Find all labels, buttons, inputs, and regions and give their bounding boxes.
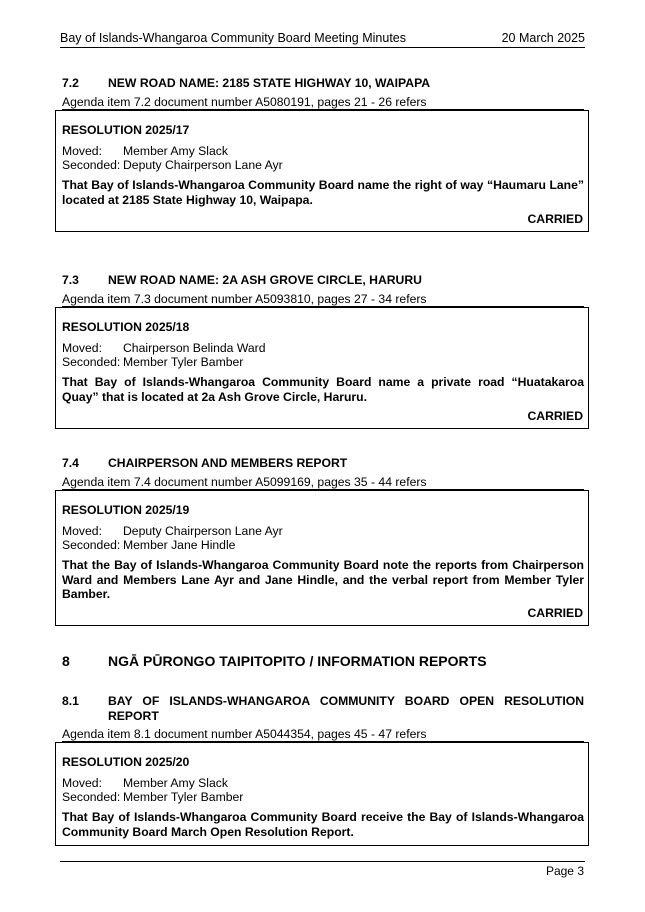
motion-text: That Bay of Islands-Whangaroa Community Board name the right of way “Haumaru Lane” located at 2185 State Highway 10, Waipapa. xyxy=(62,178,584,207)
page-header xyxy=(60,31,585,48)
carried-label: CARRIED xyxy=(527,606,583,620)
seconded-label: Seconded: xyxy=(62,538,121,552)
section-title: BAY OF ISLANDS-WHANGAROA COMMUNITY BOARD OPEN RESOLUTION REPORT xyxy=(108,694,584,723)
section-number: 7.3 xyxy=(62,273,79,287)
section-title: NEW ROAD NAME: 2A ASH GROVE CIRCLE, HARURU xyxy=(108,273,422,287)
resolution-number: RESOLUTION 2025/18 xyxy=(62,320,190,334)
seconded-label: Seconded: xyxy=(62,158,121,172)
agenda-reference: Agenda item 7.4 document number A5099169, pages 35 - 44 refers xyxy=(62,475,584,490)
motion-text: That Bay of Islands-Whangaroa Community Board name a private road “Huatakaroa Quay” that is located at 2a Ash Grove Circle, Haruru. xyxy=(62,375,584,404)
carried-label: CARRIED xyxy=(527,212,583,226)
seconded-by: Member Tyler Bamber xyxy=(123,790,244,804)
moved-by: Member Amy Slack xyxy=(123,144,228,158)
seconded-by: Member Tyler Bamber xyxy=(123,355,244,369)
carried-label: CARRIED xyxy=(527,409,583,423)
moved-by: Member Amy Slack xyxy=(123,776,228,790)
resolution-box-2025-19 xyxy=(55,490,589,626)
section-number: 8 xyxy=(62,653,70,669)
section-title: NGĀ PŪRONGO TAIPITOPITO / INFORMATION REPORTS xyxy=(108,653,487,669)
moved-label: Moved: xyxy=(62,144,102,158)
motion-text: That Bay of Islands-Whangaroa Community Board receive the Bay of Islands-Whangaroa Community Board March Open Resolution Report. xyxy=(62,810,584,839)
agenda-reference: Agenda item 7.2 document number A5080191, pages 21 - 26 refers xyxy=(62,95,584,110)
seconded-label: Seconded: xyxy=(62,790,121,804)
page-number: Page 3 xyxy=(545,864,584,878)
section-number: 7.2 xyxy=(62,76,79,90)
resolution-box-2025-18 xyxy=(55,307,589,429)
footer-rule xyxy=(60,861,585,862)
agenda-reference: Agenda item 7.3 document number A5093810, pages 27 - 34 refers xyxy=(62,292,584,307)
document-title: Bay of Islands-Whangaroa Community Board Meeting Minutes xyxy=(60,31,406,45)
section-title: CHAIRPERSON AND MEMBERS REPORT xyxy=(108,456,348,470)
seconded-by: Member Jane Hindle xyxy=(123,538,236,552)
motion-text: That the Bay of Islands-Whangaroa Community Board note the reports from Chairperson Ward and Members Lane Ayr and Jane Hindle, and the verbal report from Member Tyler Bamber. xyxy=(62,558,584,601)
moved-label: Moved: xyxy=(62,341,102,355)
moved-label: Moved: xyxy=(62,776,102,790)
seconded-label: Seconded: xyxy=(62,355,121,369)
meeting-date: 20 March 2025 xyxy=(501,31,585,45)
section-number: 8.1 xyxy=(62,694,79,708)
resolution-number: RESOLUTION 2025/20 xyxy=(62,755,190,769)
resolution-number: RESOLUTION 2025/19 xyxy=(62,503,190,517)
moved-by: Chairperson Belinda Ward xyxy=(123,341,266,355)
moved-by: Deputy Chairperson Lane Ayr xyxy=(123,524,283,538)
resolution-number: RESOLUTION 2025/17 xyxy=(62,123,190,137)
seconded-by: Deputy Chairperson Lane Ayr xyxy=(123,158,283,172)
section-title: NEW ROAD NAME: 2185 STATE HIGHWAY 10, WAIPAPA xyxy=(108,76,431,90)
resolution-box-2025-17 xyxy=(55,110,589,232)
agenda-reference: Agenda item 8.1 document number A5044354, pages 45 - 47 refers xyxy=(62,727,584,742)
section-number: 7.4 xyxy=(62,456,79,470)
moved-label: Moved: xyxy=(62,524,102,538)
resolution-box-2025-20 xyxy=(55,742,589,846)
